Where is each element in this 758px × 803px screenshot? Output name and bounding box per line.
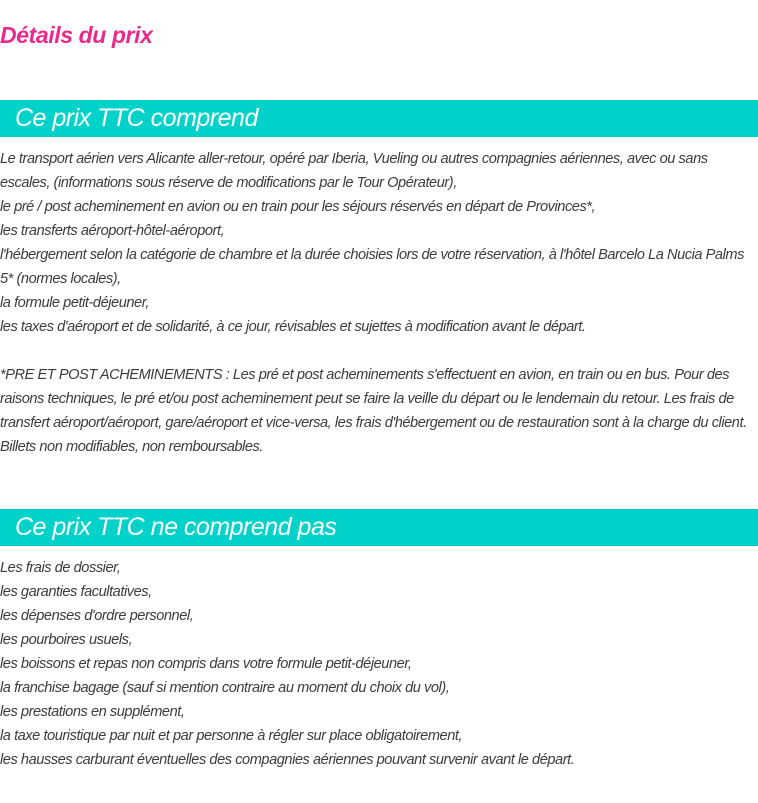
included-section-banner <box>0 100 758 137</box>
page-title: Détails du prix <box>0 22 153 48</box>
not-included-section-heading: Ce prix TTC ne comprend pas <box>15 513 337 541</box>
included-item: le pré / post acheminement en avion ou en train pour les séjours réservés en départ de Provinces*, <box>0 199 596 215</box>
not-included-item: les hausses carburant éventuelles des compagnies aériennes pouvant survenir avant le départ. <box>0 752 575 768</box>
not-included-item: les pourboires usuels, <box>0 632 133 648</box>
not-included-item: la taxe touristique par nuit et par personne à régler sur place obligatoirement, <box>0 728 463 744</box>
not-included-item: les boissons et repas non compris dans votre formule petit-déjeuner, <box>0 656 412 672</box>
included-items-list <box>0 147 758 339</box>
included-item: les taxes d'aéroport et de solidarité, à ce jour, révisables et sujettes à modification avant le départ. <box>0 319 586 335</box>
not-included-item: les dépenses d'ordre personnel, <box>0 608 194 624</box>
included-section-heading: Ce prix TTC comprend <box>15 104 258 132</box>
included-item: les transferts aéroport-hôtel-aéroport, <box>0 223 225 239</box>
included-item: Le transport aérien vers Alicante aller-retour, opéré par Iberia, Vueling ou autres compagnies aériennes, avec ou sans escales, (informations sous réserve de modifications par le Tour Opérateur), <box>0 151 708 191</box>
transfer-note <box>0 363 758 459</box>
not-included-item: les garanties facultatives, <box>0 584 152 600</box>
not-included-item: les prestations en supplément, <box>0 704 185 720</box>
not-included-section-banner <box>0 509 758 546</box>
included-item: l'hébergement selon la catégorie de chambre et la durée choisies lors de votre réservation, à l'hôtel Barcelo La Nucia Palms 5* (normes locales), <box>0 247 744 287</box>
transfer-note-text: *PRE ET POST ACHEMINEMENTS : Les pré et post acheminements s'effectuent en avion, en train ou en bus. Pour des raisons techniques, le pré et/ou post acheminement peut se faire la veille du départ ou le lendemain du retour. Les frais de transfert aéroport/aéroport, gare/aéroport et vice-versa, les frais d'hébergement ou de restauration sont à la charge du client. Billets non modifiables, non remboursables. <box>0 367 747 455</box>
not-included-item: la franchise bagage (sauf si mention contraire au moment du choix du vol), <box>0 680 450 696</box>
not-included-item: Les frais de dossier, <box>0 560 121 576</box>
not-included-items-list <box>0 556 758 772</box>
included-item: la formule petit-déjeuner, <box>0 295 149 311</box>
